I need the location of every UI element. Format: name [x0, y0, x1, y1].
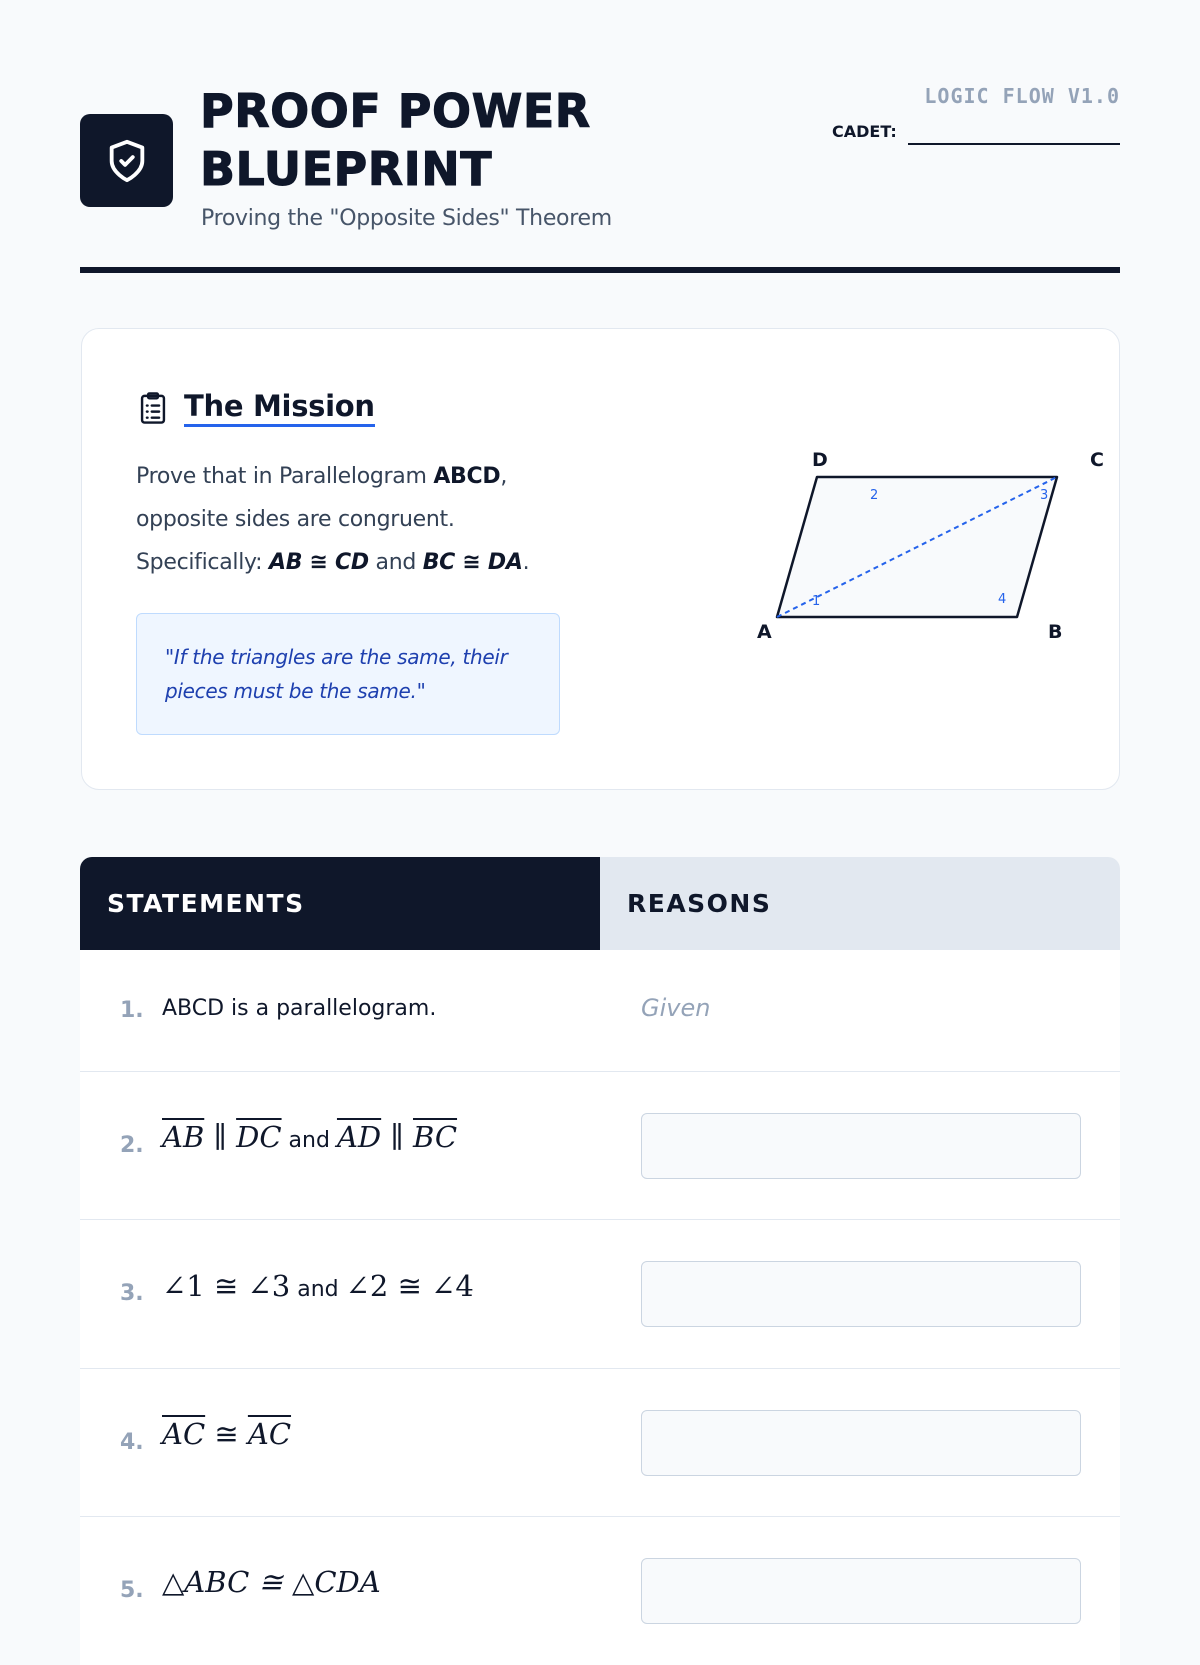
and-word: and: [368, 550, 423, 575]
title-line-1: PROOF POWER: [200, 84, 591, 138]
reason-input[interactable]: [641, 1410, 1081, 1476]
mission-text-mid: , opposite sides are congruent. Specifically:: [136, 464, 508, 575]
row-number: 4.: [120, 1430, 144, 1455]
table-row: [80, 1517, 1120, 1665]
statement: [162, 1269, 474, 1303]
vertex-c: C: [1090, 449, 1104, 471]
reason-input[interactable]: [641, 1261, 1081, 1327]
shape-name: ABCD: [433, 464, 501, 489]
logo: [80, 114, 173, 207]
angle-3: 3: [1040, 488, 1049, 503]
segment-ab: $\overline{AB}$: [162, 1120, 205, 1154]
reason-given: Given: [641, 994, 711, 1022]
vertex-d: D: [812, 449, 828, 471]
segment-ac: $\overline{AC}$: [247, 1417, 292, 1451]
statement: ABCD is a parallelogram.: [162, 996, 437, 1021]
cadet-name-field[interactable]: [908, 143, 1120, 145]
version-label: LOGIC FLOW V1.0: [924, 84, 1120, 108]
hint-quote: "If the triangles are the same, their pieces must be the same.": [136, 613, 560, 735]
mission-header: [138, 389, 375, 427]
clipboard-list-icon: [138, 391, 168, 425]
vertex-a: A: [757, 621, 772, 643]
statements-header: STATEMENTS: [80, 857, 600, 950]
segment-bc: $\overline{BC}$: [413, 1120, 458, 1154]
shield-check-icon: [104, 138, 150, 184]
header: [80, 80, 1120, 270]
row-number: 1.: [120, 998, 144, 1023]
reason-input[interactable]: [641, 1113, 1081, 1179]
triangle-congruence: △ABC ≅ △CDA: [162, 1565, 381, 1599]
angle-4: 4: [998, 592, 1007, 607]
parallelogram-diagram: [662, 429, 1104, 659]
page-title: [200, 82, 591, 198]
table-row: [80, 1072, 1120, 1220]
parallel-symbol: ∥: [204, 1120, 237, 1154]
angle-2: 2: [870, 488, 879, 503]
angle-1: 1: [812, 594, 821, 609]
statement: [162, 1417, 291, 1451]
proof-table: [80, 857, 1120, 1657]
page-subtitle: Proving the "Opposite Sides" Theorem: [201, 206, 612, 231]
table-row: [80, 1220, 1120, 1369]
table-row: [80, 1369, 1120, 1517]
period: .: [522, 550, 530, 575]
mission-heading: The Mission: [184, 389, 375, 427]
mission-description: [136, 455, 556, 584]
vertex-b: B: [1048, 621, 1063, 643]
segment-ac: $\overline{AC}$: [162, 1417, 206, 1451]
segment-ad: $\overline{AD}$: [336, 1120, 382, 1154]
reason-input[interactable]: [641, 1558, 1081, 1624]
angle-congruence-1: ∠1 ≅ ∠3: [162, 1269, 291, 1303]
congruent-symbol: ≅: [205, 1417, 248, 1451]
row-number: 2.: [120, 1133, 144, 1158]
and-word: and: [281, 1128, 337, 1153]
title-line-2: BLUEPRINT: [200, 142, 493, 196]
mission-card: [81, 328, 1120, 790]
and-word: and: [290, 1277, 346, 1302]
statement: [162, 1120, 457, 1154]
parallel-symbol: ∥: [381, 1120, 413, 1154]
table-row: [80, 950, 1120, 1072]
segment-dc: $\overline{DC}$: [236, 1120, 282, 1154]
header-divider: [80, 267, 1120, 273]
mission-text-prefix: Prove that in Parallelogram: [136, 464, 434, 489]
claim-1: AB ≅ CD: [268, 550, 369, 575]
row-number: 3.: [120, 1281, 144, 1306]
row-number: 5.: [120, 1578, 144, 1603]
reasons-header: REASONS: [600, 857, 1120, 950]
claim-2: BC ≅ DA: [422, 550, 523, 575]
statement: [162, 1565, 381, 1599]
angle-congruence-2: ∠2 ≅ ∠4: [345, 1269, 474, 1303]
cadet-label: CADET:: [832, 122, 897, 141]
